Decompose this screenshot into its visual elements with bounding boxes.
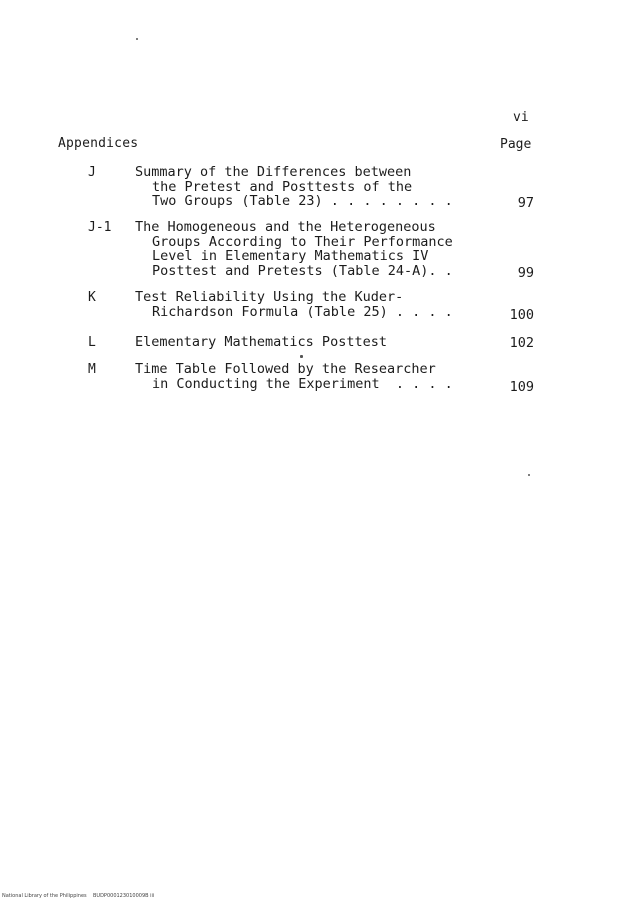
appendix-page-number: 99 (517, 265, 534, 281)
appendix-page-number: 109 (509, 379, 534, 395)
title-line: Time Table Followed by the Researcher (135, 361, 436, 377)
appendix-page-number: 97 (517, 195, 534, 211)
appendix-label: J (88, 165, 96, 180)
appendix-label: J-1 (88, 220, 112, 235)
appendix-title (135, 290, 453, 319)
appendix-title (135, 220, 453, 278)
title-line: Richardson Formula (Table 25) . . . . (152, 303, 453, 320)
appendix-page-number: 100 (509, 307, 534, 323)
title-line: in Conducting the Experiment . . . . (152, 375, 453, 392)
title-line: Level in Elementary Mathematics IV (152, 248, 429, 264)
title-line: Posttest and Pretests (Table 24-A). . (152, 262, 453, 279)
appendix-title (135, 335, 387, 350)
scan-speck (528, 474, 530, 476)
appendix-label: M (88, 362, 96, 377)
appendix-label: L (88, 335, 96, 350)
title-line: the Pretest and Posttests of the (152, 178, 413, 195)
appendix-page-number: 102 (509, 335, 534, 351)
title-line: Elementary Mathematics Posttest (135, 334, 387, 350)
appendix-title (135, 362, 453, 391)
appendices-heading: Appendices (58, 136, 139, 151)
footer-stamp: National Library of the Philippines BUDP000123010009B iii (2, 893, 155, 899)
title-line: Summary of the Differences between (135, 164, 412, 180)
appendix-title (135, 165, 453, 209)
title-line: Groups According to Their Performance (152, 233, 453, 250)
scan-speck (136, 38, 138, 40)
scan-speck (300, 355, 303, 358)
title-line: The Homogeneous and the Heterogeneous (135, 219, 436, 235)
page-column-heading: Page (500, 137, 532, 152)
title-line: Two Groups (Table 23) . . . . . . . . (152, 193, 453, 209)
title-line: Test Reliability Using the Kuder- (135, 289, 404, 305)
appendix-label: K (88, 290, 96, 305)
roman-page-number: vi (513, 110, 529, 125)
